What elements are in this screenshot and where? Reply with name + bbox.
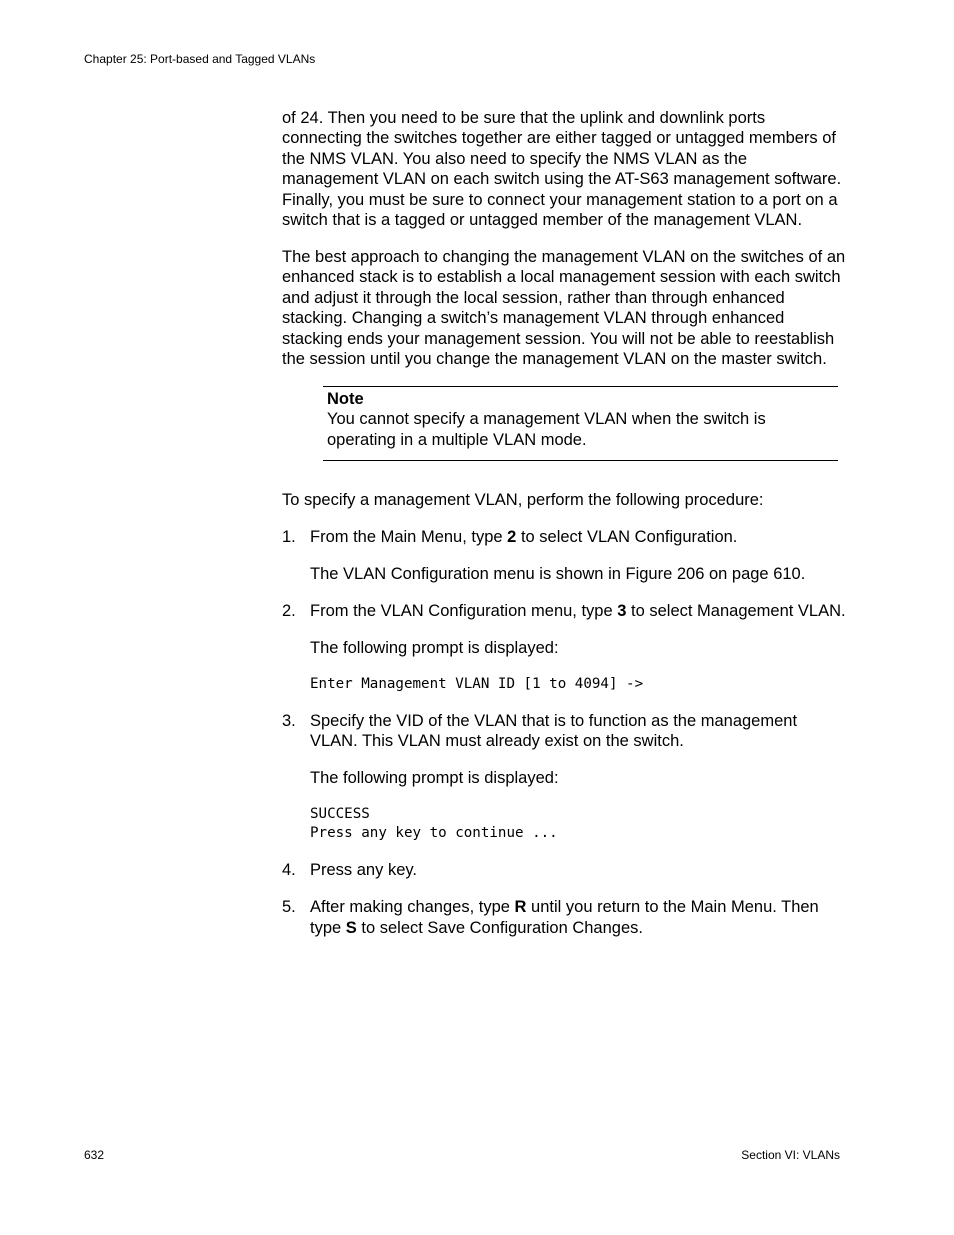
code-line: SUCCESS	[310, 805, 370, 822]
step-number: 1.	[282, 528, 296, 546]
step-text: Press any key.	[310, 861, 417, 880]
code-output	[310, 805, 847, 844]
step-text: Specify the VID of the VLAN that is to function as the management VLAN. This VLAN must already exist on the switch.	[310, 711, 798, 751]
step-number: 4.	[282, 861, 296, 880]
note-label: Note	[327, 389, 364, 408]
step-4	[282, 860, 847, 880]
step-number: 5.	[282, 898, 296, 917]
procedure-intro: To specify a management VLAN, perform the following procedure:	[282, 491, 764, 510]
section-footer: Section VI: VLANs	[741, 1148, 840, 1162]
step-number: 3.	[282, 711, 296, 730]
page-number: 632	[84, 1148, 105, 1162]
step-text: From the Main Menu, type 2 to select VLAN Configuration.	[310, 528, 738, 546]
code-line: Press any key to continue ...	[310, 825, 558, 842]
paragraph: The best approach to changing the management VLAN on the switches of an enhanced stack is to establish a local management session with each switch and adjust it through the local session, rather than through enhanced stacking. Changing a switch’s management VLAN through enhanced stacking ends your management session. You will not be able to reestablish the session until you change the management VLAN on the master switch.	[282, 247, 846, 368]
key-3: 3	[617, 601, 627, 620]
code-prompt	[310, 675, 847, 695]
step-text: After making changes, type R until you return to the Main Menu. Then type S to select Save Configuration Changes.	[310, 898, 819, 937]
code-line: Enter Management VLAN ID [1 to 4094] ->	[310, 675, 644, 692]
note-box	[323, 386, 838, 461]
paragraph: of 24. Then you need to be sure that the uplink and downlink ports connecting the switches together are either tagged or untagged members of the NMS VLAN. You also need to specify the NMS VLAN as the management VLAN on each switch using the AT-S63 management software. Finally, you must be sure to connect your management station to a port on a switch that is a tagged or untagged member of the management VLAN.	[282, 109, 842, 230]
step-3	[282, 711, 847, 752]
note-text: You cannot specify a management VLAN when the switch is operating in a multiple VLAN mode.	[327, 410, 766, 449]
step-2	[282, 601, 847, 621]
key-2: 2	[507, 528, 517, 546]
step-note: The following prompt is displayed:	[310, 768, 559, 787]
running-header: Chapter 25: Port-based and Tagged VLANs	[84, 52, 316, 66]
step-number: 2.	[282, 601, 296, 620]
step-note: The following prompt is displayed:	[310, 638, 559, 657]
key-s: S	[345, 918, 357, 937]
step-note: The VLAN Configuration menu is shown in Figure 206 on page 610.	[310, 564, 806, 583]
key-r: R	[514, 898, 527, 917]
page-body	[282, 108, 847, 955]
step-1	[282, 527, 847, 547]
step-5	[282, 897, 847, 938]
step-text: From the VLAN Configuration menu, type 3 to select Management VLAN.	[310, 601, 846, 620]
